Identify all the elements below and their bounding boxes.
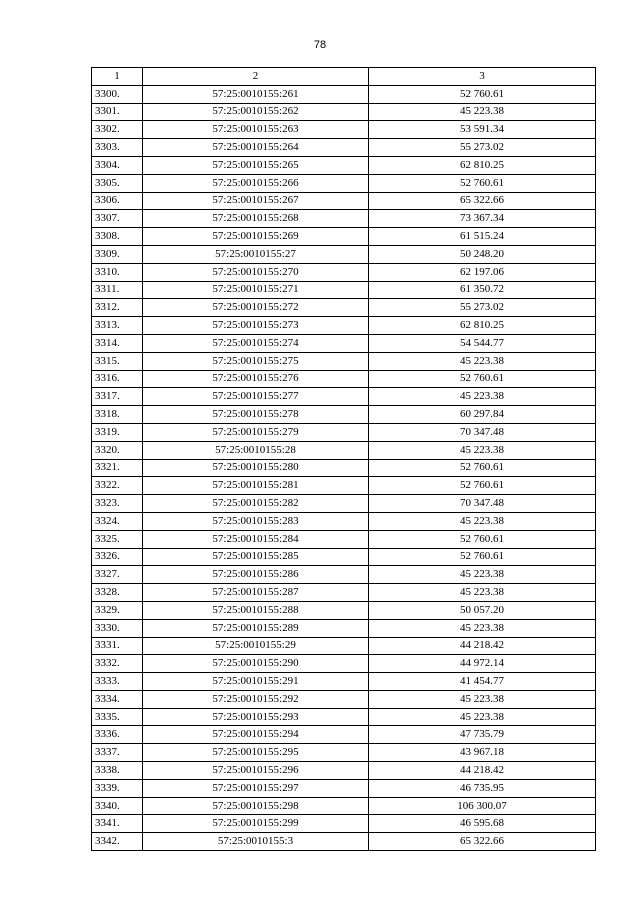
cadastral-number-cell: 57:25:0010155:270 <box>143 263 369 281</box>
cadastral-number-cell: 57:25:0010155:282 <box>143 495 369 513</box>
cadastral-value-cell: 45 223.38 <box>369 441 596 459</box>
table-row <box>92 299 596 317</box>
cadastral-number-cell: 57:25:0010155:288 <box>143 601 369 619</box>
cadastral-number-cell: 57:25:0010155:264 <box>143 139 369 157</box>
cadastral-value-cell: 50 248.20 <box>369 245 596 263</box>
table-row <box>92 601 596 619</box>
table-row <box>92 210 596 228</box>
table-row <box>92 139 596 157</box>
row-number-cell: 3319. <box>92 423 143 441</box>
cadastral-number-cell: 57:25:0010155:278 <box>143 406 369 424</box>
row-number-cell: 3324. <box>92 512 143 530</box>
row-number-cell: 3326. <box>92 548 143 566</box>
row-number-cell: 3331. <box>92 637 143 655</box>
cadastral-value-cell: 45 223.38 <box>369 388 596 406</box>
row-number-cell: 3302. <box>92 121 143 139</box>
cadastral-number-cell: 57:25:0010155:265 <box>143 156 369 174</box>
table-row <box>92 477 596 495</box>
cadastral-value-cell: 44 218.42 <box>369 637 596 655</box>
row-number-cell: 3310. <box>92 263 143 281</box>
table-row <box>92 744 596 762</box>
cadastral-number-cell: 57:25:0010155:281 <box>143 477 369 495</box>
table-row <box>92 815 596 833</box>
table-row <box>92 833 596 851</box>
row-number-cell: 3339. <box>92 779 143 797</box>
table-row <box>92 762 596 780</box>
cadastral-number-cell: 57:25:0010155:289 <box>143 619 369 637</box>
cadastral-number-cell: 57:25:0010155:295 <box>143 744 369 762</box>
row-number-cell: 3312. <box>92 299 143 317</box>
cadastral-number-cell: 57:25:0010155:268 <box>143 210 369 228</box>
cadastral-number-cell: 57:25:0010155:271 <box>143 281 369 299</box>
row-number-cell: 3332. <box>92 655 143 673</box>
cadastral-value-cell: 45 223.38 <box>369 512 596 530</box>
row-number-cell: 3317. <box>92 388 143 406</box>
table-row <box>92 174 596 192</box>
cadastral-number-cell: 57:25:0010155:280 <box>143 459 369 477</box>
cadastral-value-cell: 50 057.20 <box>369 601 596 619</box>
cadastral-value-cell: 45 223.38 <box>369 566 596 584</box>
cadastral-number-cell: 57:25:0010155:272 <box>143 299 369 317</box>
table-row <box>92 334 596 352</box>
cadastral-value-cell: 45 223.38 <box>369 103 596 121</box>
row-number-cell: 3301. <box>92 103 143 121</box>
table-row <box>92 281 596 299</box>
row-number-cell: 3307. <box>92 210 143 228</box>
cadastral-value-cell: 55 273.02 <box>369 139 596 157</box>
table-row <box>92 406 596 424</box>
row-number-cell: 3321. <box>92 459 143 477</box>
table-row <box>92 388 596 406</box>
table-row <box>92 584 596 602</box>
cadastral-number-cell: 57:25:0010155:284 <box>143 530 369 548</box>
row-number-cell: 3316. <box>92 370 143 388</box>
row-number-cell: 3328. <box>92 584 143 602</box>
cadastral-number-cell: 57:25:0010155:29 <box>143 637 369 655</box>
row-number-cell: 3333. <box>92 673 143 691</box>
cadastral-value-cell: 44 218.42 <box>369 762 596 780</box>
cadastral-number-cell: 57:25:0010155:269 <box>143 228 369 246</box>
row-number-cell: 3341. <box>92 815 143 833</box>
row-number-cell: 3336. <box>92 726 143 744</box>
cadastral-number-cell: 57:25:0010155:285 <box>143 548 369 566</box>
cadastral-value-cell: 52 760.61 <box>369 459 596 477</box>
table-row <box>92 228 596 246</box>
cadastral-value-cell: 52 760.61 <box>369 477 596 495</box>
cadastral-value-cell: 106 300.07 <box>369 797 596 815</box>
cadastral-value-cell: 61 515.24 <box>369 228 596 246</box>
table-row <box>92 708 596 726</box>
cadastral-value-cell: 41 454.77 <box>369 673 596 691</box>
table-row <box>92 655 596 673</box>
column-header-value: 3 <box>369 68 596 86</box>
cadastral-value-cell: 62 810.25 <box>369 317 596 335</box>
table-row <box>92 530 596 548</box>
row-number-cell: 3334. <box>92 690 143 708</box>
table-row <box>92 726 596 744</box>
cadastral-value-cell: 44 972.14 <box>369 655 596 673</box>
table-row <box>92 263 596 281</box>
row-number-cell: 3323. <box>92 495 143 513</box>
cadastral-number-cell: 57:25:0010155:275 <box>143 352 369 370</box>
table-row <box>92 121 596 139</box>
cadastral-number-cell: 57:25:0010155:28 <box>143 441 369 459</box>
cadastral-value-cell: 46 595.68 <box>369 815 596 833</box>
cadastral-number-cell: 57:25:0010155:276 <box>143 370 369 388</box>
cadastral-value-cell: 52 760.61 <box>369 370 596 388</box>
row-number-cell: 3309. <box>92 245 143 263</box>
table-row <box>92 673 596 691</box>
table-row <box>92 797 596 815</box>
cadastral-value-cell: 62 197.06 <box>369 263 596 281</box>
cadastral-number-cell: 57:25:0010155:287 <box>143 584 369 602</box>
cadastral-value-cell: 46 735.95 <box>369 779 596 797</box>
row-number-cell: 3322. <box>92 477 143 495</box>
row-number-cell: 3342. <box>92 833 143 851</box>
cadastral-value-cell: 62 810.25 <box>369 156 596 174</box>
table-row <box>92 85 596 103</box>
row-number-cell: 3329. <box>92 601 143 619</box>
row-number-cell: 3335. <box>92 708 143 726</box>
table-row <box>92 423 596 441</box>
cadastral-number-cell: 57:25:0010155:297 <box>143 779 369 797</box>
table-row <box>92 779 596 797</box>
cadastral-number-cell: 57:25:0010155:262 <box>143 103 369 121</box>
row-number-cell: 3325. <box>92 530 143 548</box>
cadastral-value-cell: 73 367.34 <box>369 210 596 228</box>
column-header-number: 1 <box>92 68 143 86</box>
table-row <box>92 548 596 566</box>
cadastral-number-cell: 57:25:0010155:291 <box>143 673 369 691</box>
table-row <box>92 245 596 263</box>
cadastral-number-cell: 57:25:0010155:292 <box>143 690 369 708</box>
row-number-cell: 3313. <box>92 317 143 335</box>
row-number-cell: 3303. <box>92 139 143 157</box>
cadastral-number-cell: 57:25:0010155:27 <box>143 245 369 263</box>
row-number-cell: 3306. <box>92 192 143 210</box>
cadastral-number-cell: 57:25:0010155:283 <box>143 512 369 530</box>
cadastral-value-cell: 45 223.38 <box>369 690 596 708</box>
row-number-cell: 3320. <box>92 441 143 459</box>
cadastral-number-cell: 57:25:0010155:293 <box>143 708 369 726</box>
cadastral-number-cell: 57:25:0010155:279 <box>143 423 369 441</box>
table-row <box>92 156 596 174</box>
cadastral-value-cell: 45 223.38 <box>369 584 596 602</box>
cadastral-value-cell: 43 967.18 <box>369 744 596 762</box>
cadastral-number-cell: 57:25:0010155:277 <box>143 388 369 406</box>
row-number-cell: 3315. <box>92 352 143 370</box>
cadastral-number-cell: 57:25:0010155:298 <box>143 797 369 815</box>
row-number-cell: 3304. <box>92 156 143 174</box>
cadastral-value-cell: 45 223.38 <box>369 708 596 726</box>
page-number: 78 <box>313 39 327 51</box>
row-number-cell: 3308. <box>92 228 143 246</box>
cadastral-number-cell: 57:25:0010155:267 <box>143 192 369 210</box>
table-row <box>92 317 596 335</box>
cadastral-value-cell: 52 760.61 <box>369 530 596 548</box>
row-number-cell: 3314. <box>92 334 143 352</box>
row-number-cell: 3327. <box>92 566 143 584</box>
cadastral-number-cell: 57:25:0010155:263 <box>143 121 369 139</box>
table-row <box>92 103 596 121</box>
table-header-row <box>92 68 596 86</box>
cadastral-value-cell: 53 591.34 <box>369 121 596 139</box>
cadastral-value-cell: 45 223.38 <box>369 619 596 637</box>
table-row <box>92 192 596 210</box>
table-row <box>92 495 596 513</box>
cadastral-value-cell: 52 760.61 <box>369 548 596 566</box>
row-number-cell: 3305. <box>92 174 143 192</box>
row-number-cell: 3340. <box>92 797 143 815</box>
table-row <box>92 441 596 459</box>
cadastral-number-cell: 57:25:0010155:290 <box>143 655 369 673</box>
cadastral-number-cell: 57:25:0010155:261 <box>143 85 369 103</box>
cadastral-value-cell: 70 347.48 <box>369 495 596 513</box>
table-row <box>92 690 596 708</box>
cadastral-number-cell: 57:25:0010155:274 <box>143 334 369 352</box>
cadastral-value-cell: 60 297.84 <box>369 406 596 424</box>
cadastral-number-cell: 57:25:0010155:273 <box>143 317 369 335</box>
row-number-cell: 3338. <box>92 762 143 780</box>
cadastral-value-cell: 52 760.61 <box>369 174 596 192</box>
row-number-cell: 3311. <box>92 281 143 299</box>
cadastral-value-cell: 55 273.02 <box>369 299 596 317</box>
column-header-cadastral-number: 2 <box>143 68 369 86</box>
cadastral-number-cell: 57:25:0010155:266 <box>143 174 369 192</box>
cadastral-value-cell: 70 347.48 <box>369 423 596 441</box>
row-number-cell: 3330. <box>92 619 143 637</box>
row-number-cell: 3337. <box>92 744 143 762</box>
cadastral-value-cell: 65 322.66 <box>369 192 596 210</box>
table-row <box>92 512 596 530</box>
cadastral-value-cell: 54 544.77 <box>369 334 596 352</box>
cadastral-value-cell: 52 760.61 <box>369 85 596 103</box>
table-row <box>92 619 596 637</box>
row-number-cell: 3318. <box>92 406 143 424</box>
table-row <box>92 566 596 584</box>
cadastral-number-cell: 57:25:0010155:286 <box>143 566 369 584</box>
cadastral-value-table <box>91 67 596 851</box>
row-number-cell: 3300. <box>92 85 143 103</box>
table-row <box>92 370 596 388</box>
table-row <box>92 637 596 655</box>
cadastral-value-cell: 45 223.38 <box>369 352 596 370</box>
cadastral-value-cell: 65 322.66 <box>369 833 596 851</box>
cadastral-number-cell: 57:25:0010155:3 <box>143 833 369 851</box>
cadastral-value-cell: 47 735.79 <box>369 726 596 744</box>
table-row <box>92 459 596 477</box>
cadastral-number-cell: 57:25:0010155:296 <box>143 762 369 780</box>
cadastral-number-cell: 57:25:0010155:294 <box>143 726 369 744</box>
cadastral-number-cell: 57:25:0010155:299 <box>143 815 369 833</box>
table-row <box>92 352 596 370</box>
cadastral-value-cell: 61 350.72 <box>369 281 596 299</box>
